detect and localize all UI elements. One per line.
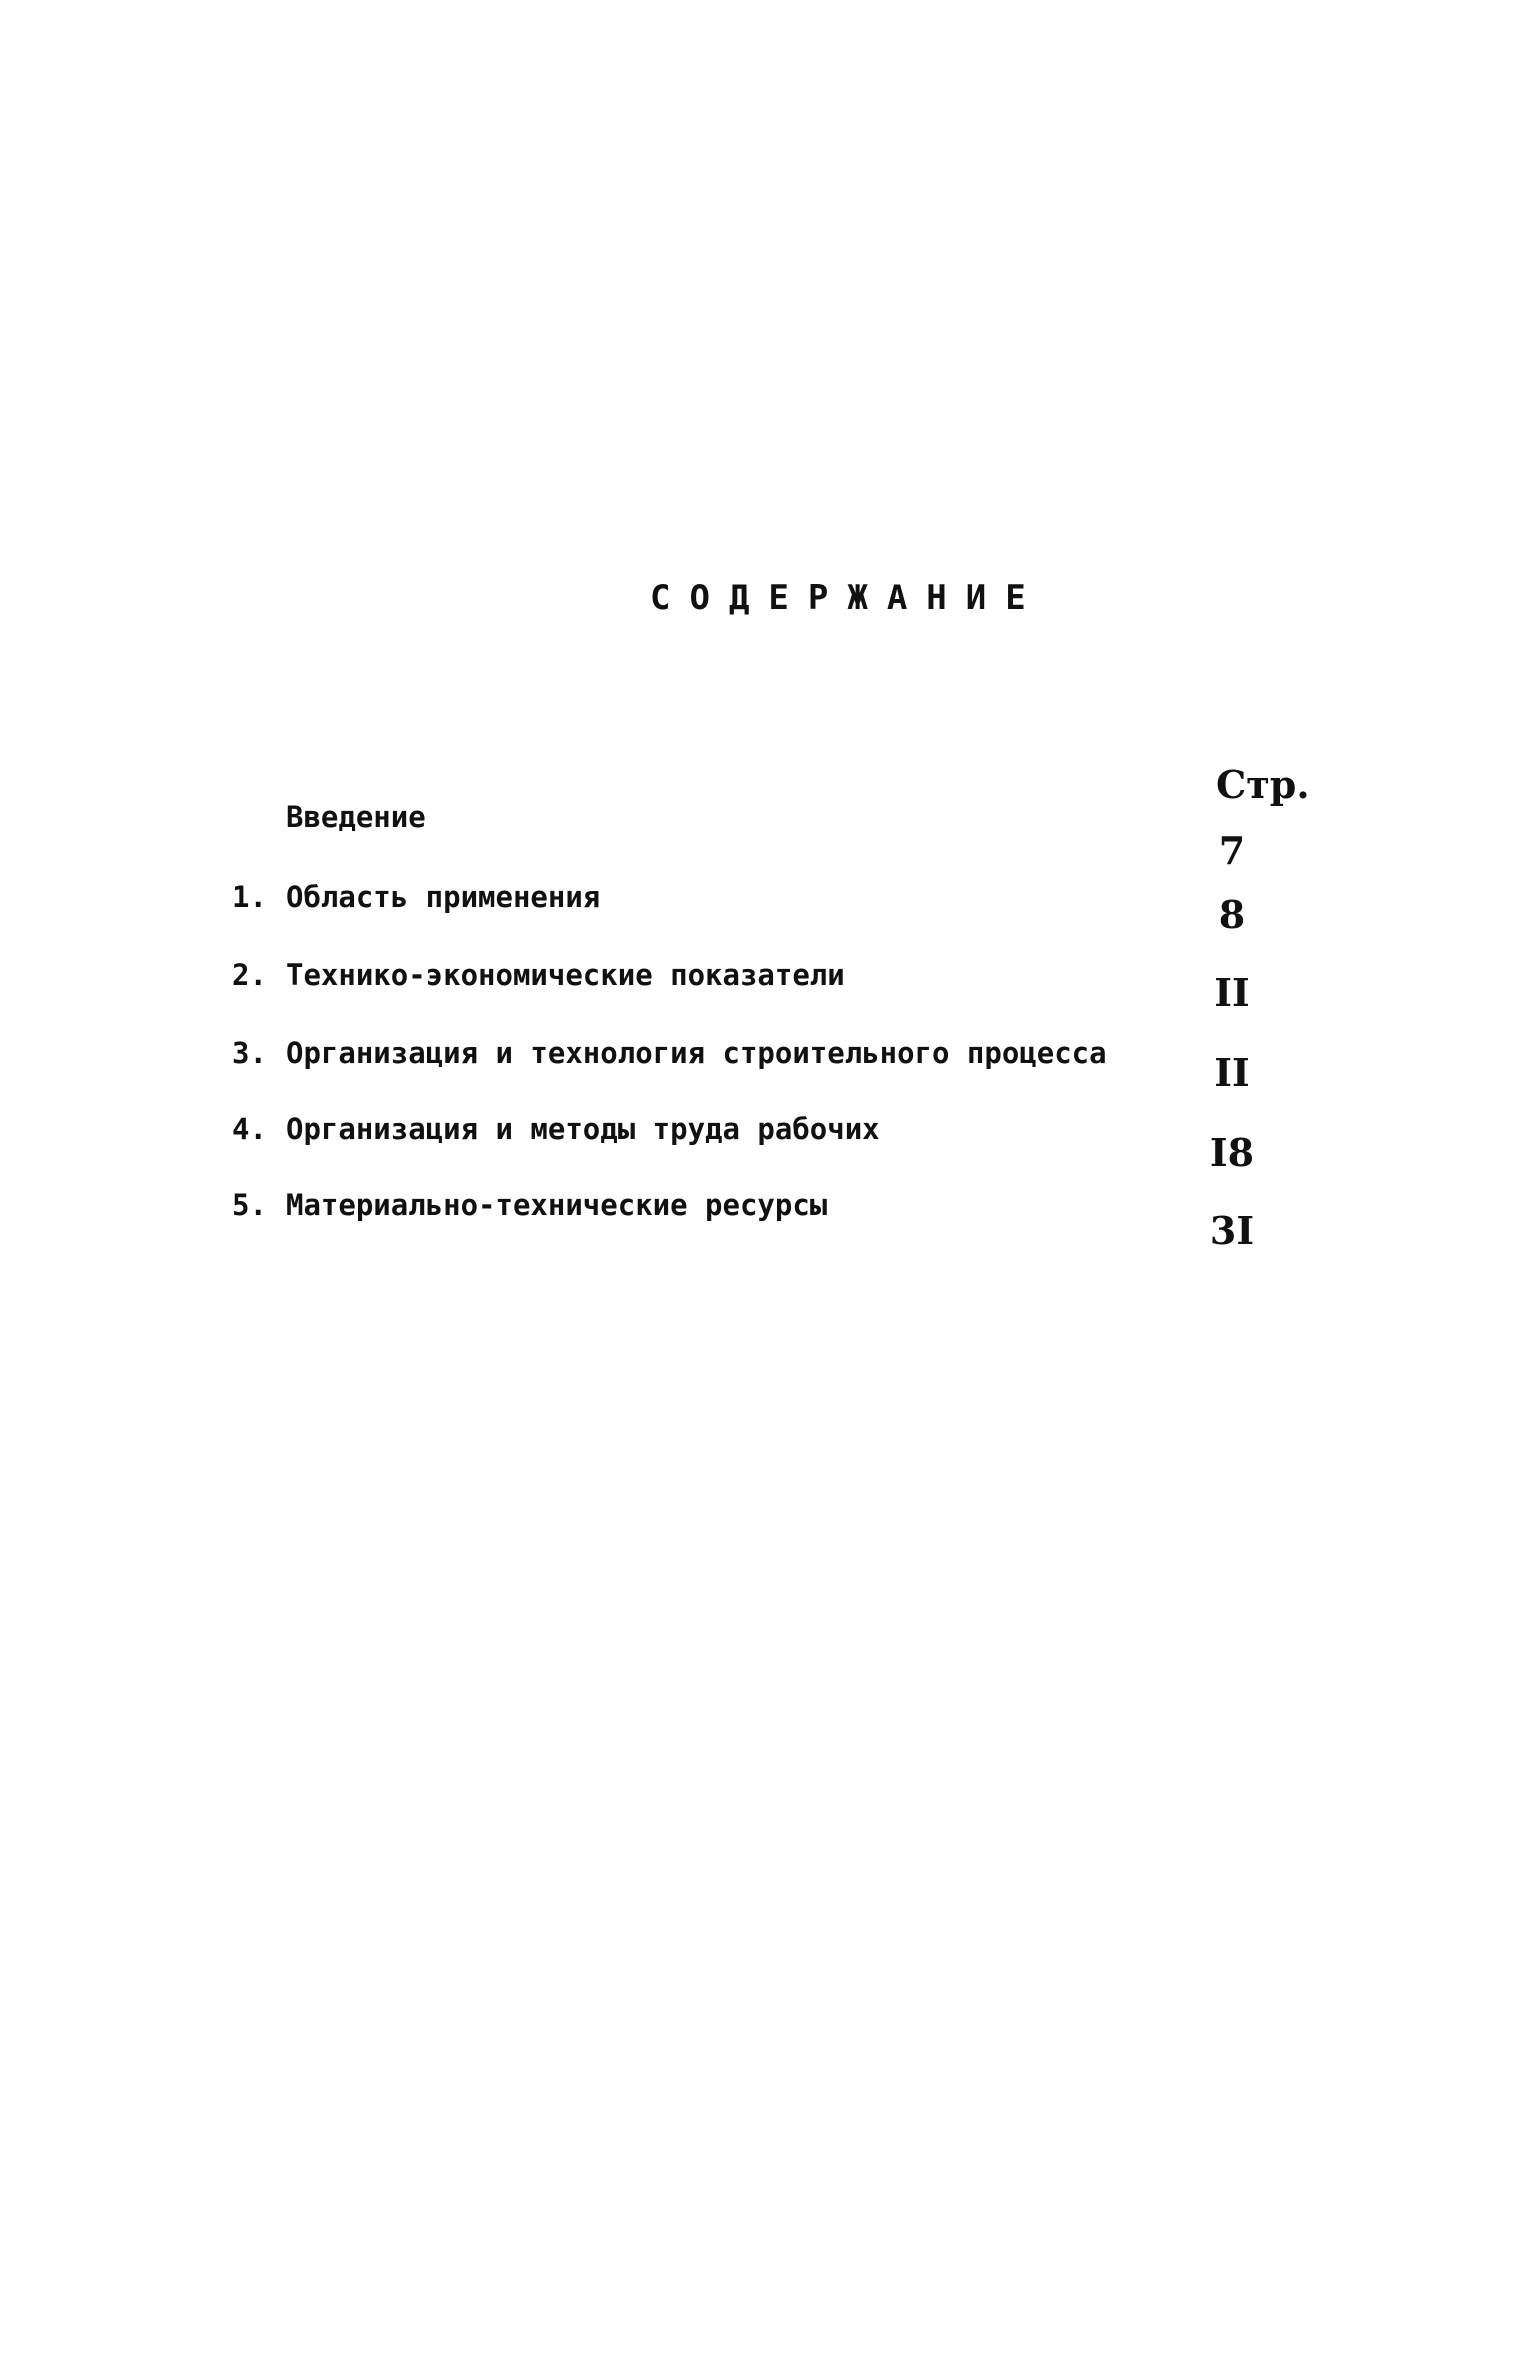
toc-entry (0, 1188, 1536, 1253)
toc-entry (0, 958, 1536, 1018)
toc-entry (0, 880, 1536, 940)
toc-entry-page: II (1214, 1050, 1250, 1095)
toc-entry-text: Организация и технология строительного процесса (286, 1036, 1107, 1070)
page-column-label: Стр. (1216, 762, 1310, 807)
toc-entry-page: I8 (1209, 1130, 1255, 1175)
toc-entry-page: 8 (1218, 892, 1246, 937)
toc-entry-text: Организация и методы труда рабочих (286, 1112, 880, 1146)
toc-entry-number: 1. (232, 880, 267, 914)
toc-entry (0, 800, 1536, 873)
toc-entry-text: Материально-технические ресурсы (286, 1188, 828, 1222)
toc-entry-number: 5. (232, 1188, 267, 1222)
toc-entry-number: 4. (232, 1112, 267, 1146)
toc-entry-text: Введение (286, 800, 426, 834)
toc-entry-page: 7 (1218, 828, 1246, 873)
toc-entry-number: 3. (232, 1036, 267, 1070)
toc-entry-page: II (1214, 970, 1250, 1015)
page-title: СОДЕРЖАНИЕ (650, 578, 1045, 618)
toc-entry-text: Технико-экономические показатели (286, 958, 845, 992)
toc-entry-number: 2. (232, 958, 267, 992)
toc-entry (0, 1036, 1536, 1096)
toc-entry-text: Область применения (286, 880, 601, 914)
toc-entry-page: 3I (1209, 1208, 1255, 1253)
toc-entry (0, 1112, 1536, 1175)
